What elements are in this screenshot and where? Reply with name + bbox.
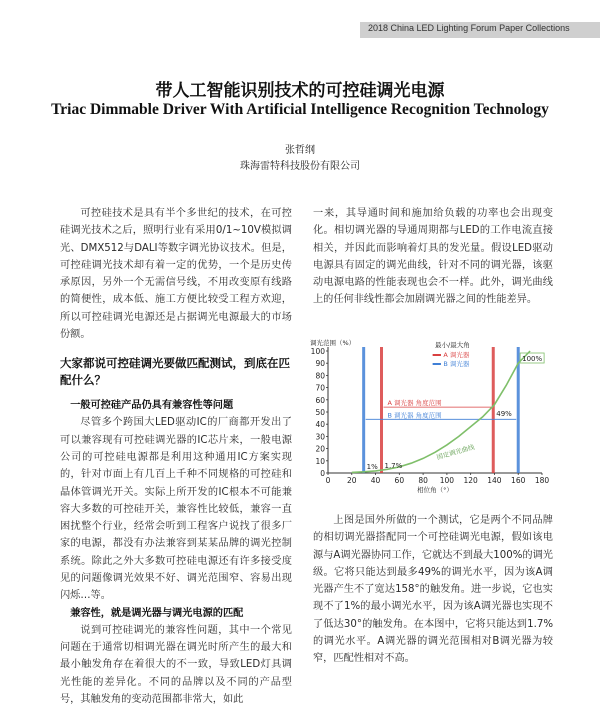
y-tick-label: 90: [315, 359, 325, 369]
legend-label: B 调光器: [443, 360, 470, 368]
y-tick-label: 10: [315, 456, 325, 466]
x-tick-label: 0: [325, 476, 331, 485]
point-label: 100%: [522, 355, 543, 363]
y-tick-label: 100: [310, 347, 325, 356]
author-name: 张哲纲: [285, 145, 315, 156]
y-tick-label: 40: [315, 420, 325, 430]
paragraph-matching: 说到可控硅调光的兼容性问题，其中一个常见问题在于通常切相调光器在调光时所产生的最大和最小触发角存在着很大的不一致，导致LED灯具调光性能的差异化。不同的品牌以及不同的产品型号，其触发角的变动范围都非常大，如此: [60, 624, 292, 705]
y-tick-label: 20: [315, 444, 325, 454]
x-tick-label: 80: [418, 476, 428, 485]
x-tick-label: 140: [487, 476, 502, 485]
point-label: 1%: [366, 462, 378, 471]
paragraph-compatibility: 尽管多个跨国大LED驱动IC的厂商都开发出了可以兼容现有可控硅调光器的IC芯片来，一般电源公司的可控硅电源都是利用这种通用IC方案实现的，针对市面上有几百上千种不同规格的可控硅和晶体管调光开关。实际上所开发的IC根本不可能兼容大多数的可控硅开关，兼容性比较低，兼容一直困扰整个行业，经常会听到工程客户说找了很多厂家的电源，都没有办法兼容到某某品牌的调光控制系统。除此之外大多数可控硅电源还有许多接受度见的问题像调光效果不好、调光范围窄、容易出现闪烁…等。: [60, 417, 292, 602]
y-axis-label: 调光范围（%）: [310, 339, 356, 347]
x-tick-label: 120: [463, 476, 478, 485]
subheading-matching: 兼容性，就是调光器与调光电源的匹配: [70, 607, 244, 619]
paragraph-continuation: 一来，其导通时间和施加给负载的功率也会出现变化。相切调光器的导通周期都与LED的工作电流直接相关，并因此而影响着灯具的发光量。假设LED驱动电源具有固定的调光曲线，针对不同的调光器，该驱动电源电路的性能表现也会不一样。此外，调光曲线上的任何非线性都会加剧调光器之间的性能差异。: [313, 208, 553, 306]
left-column: [60, 205, 292, 708]
paragraph-test-description: 上图是国外所做的一个测试，它是两个不同品牌的相切调光器搭配同一个可控硅调光电源，假如该电源与A调光器协同工作，它就达不到最大100%的调光级。它将只能达到最多49%的调光水平，因为该A调光器产生不了宽达158°的触发角。进一步说，它也实现不了1%的最小调光水平，因为该A调光器也实现不了低达30°的触发角。在本图中，它将只能达到1.7%的调光水平。A调光器的调光范围相对B调光器为较窄，匹配性相对不高。: [313, 515, 553, 665]
x-tick-label: 60: [394, 476, 405, 485]
dimming-range-chart: [306, 335, 554, 495]
range-label: B 调光器 角度范围: [387, 411, 442, 420]
y-tick-label: 70: [315, 383, 325, 393]
legend-title: 最小/最大角: [435, 341, 470, 349]
x-tick-label: 40: [370, 476, 381, 485]
title-chinese: 带人工智能识别技术的可控硅调光电源: [155, 81, 445, 101]
x-tick-label: 100: [439, 476, 455, 485]
running-title: 2018 China LED Lighting Forum Paper Collections: [368, 23, 570, 33]
y-tick-label: 30: [315, 432, 325, 442]
y-tick-label: 60: [315, 395, 325, 405]
x-tick-label: 160: [511, 476, 526, 485]
intro-paragraph: 可控硅技术是具有半个多世纪的技术，在可控硅调光技术之后，照明行业有采用0/1~10V模拟调光、DMX512与DALI等数字调光协议技术。但是，可控硅调光技术却有着一定的优势，一个是历史传承原因，另外一个无需信号线，不用改变原有线路的简便性，成本低、施工方便比较受工程方欢迎，所以可控硅调光电源还是占据调光电源最大的市场份额。: [60, 208, 292, 341]
right-column-top: [313, 205, 553, 309]
right-column-bottom: [313, 512, 553, 668]
curve-label: 固定调光曲线: [435, 443, 476, 462]
x-tick-label: 20: [347, 476, 357, 485]
section-heading: 大家都说可控硅调光要做匹配测试，到底在匹配什么？: [60, 356, 290, 388]
x-tick-label: 180: [534, 476, 550, 485]
y-tick-label: 50: [315, 408, 325, 417]
point-label: 49%: [496, 410, 512, 419]
y-tick-label: 0: [320, 469, 325, 478]
range-label: A 调光器 角度范围: [387, 399, 442, 408]
affiliation: 珠海雷特科技股份有限公司: [240, 161, 360, 172]
legend-label: A 调光器: [443, 351, 470, 359]
point-label: 1.7%: [384, 461, 403, 470]
x-axis-label: 相位角（°）: [417, 486, 453, 494]
title-english: Triac Dimmable Driver With Artificial Intelligence Recognition Technology: [51, 101, 549, 118]
y-tick-label: 80: [315, 371, 325, 381]
subheading-compatibility: 一般可控硅产品仍具有兼容性等问题: [70, 400, 234, 412]
